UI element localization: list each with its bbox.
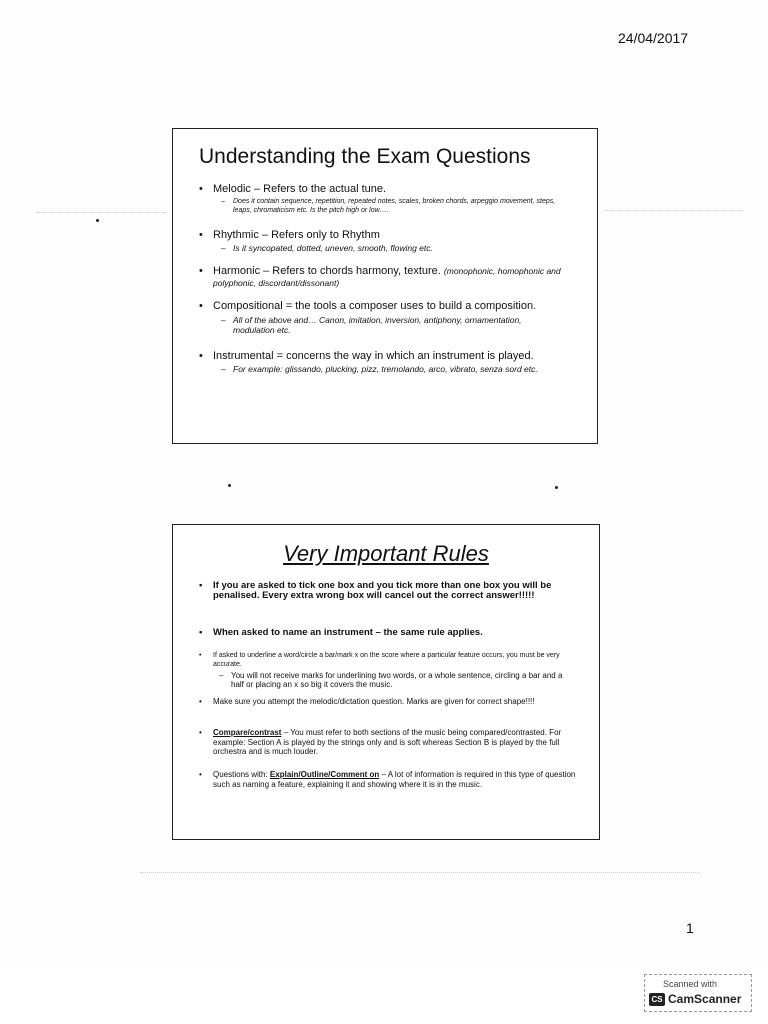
bullet-dot: • [199,300,203,312]
bullet-dot: • [199,728,202,737]
scan-dot [555,486,558,489]
rule-sub [219,671,575,689]
bullet-dot: • [199,697,202,706]
slide-title: Understanding the Exam Questions [199,145,531,168]
rule-prefix: Questions with: [213,770,270,779]
bullet-parenthetical: (monophonic, homophonic and polyphonic, discordant/dissonant) [213,266,561,288]
scan-noise [36,212,166,214]
bullet-sub-text: For example: glissando, plucking, pizz, tremolando, arco, vibrato, senza sord etc. [233,363,538,374]
rule-compare-contrast [199,728,577,757]
rule-underline [199,652,577,689]
bullet-label: Instrumental = concerns the way in which an instrument is played. [213,350,534,362]
rule-text: If you are asked to tick one box and you tick more than one box you will be penalised. Every extra wrong box will cancel out the correct answer!!!!! [213,580,552,601]
camscanner-watermark [644,974,752,1012]
bullet-sub [221,314,553,335]
bullet-compositional [199,300,593,335]
rule-text: When asked to name an instrument – the same rule applies. [213,627,483,638]
rule-text: If asked to underline a word/circle a bar/mark x on the score where a particular feature occurs, you must be very accurate. [213,652,560,668]
bullet-dot: • [199,580,203,591]
bullet-harmonic [199,265,583,289]
rule-tick-box [199,580,583,601]
bullet-dot: • [199,770,202,779]
dash-mark: – [219,671,224,680]
camscanner-logo-icon: CS [649,993,665,1006]
scan-dot [228,484,231,487]
bullet-dot: • [199,229,203,241]
bullet-sub-text: Is it syncopated, dotted, uneven, smooth, flowing etc. [233,242,433,253]
scan-noise [604,210,744,212]
scan-noise [140,872,700,874]
bullet-sub-text: All of the above and… Canon, imitation, inversion, antiphony, ornamentation, modulation etc. [233,314,522,335]
bullet-sub-text: Does it contain sequence, repetition, repeated notes, scales, broken chords, arpeggio movement, steps, leaps, chromaticism etc. Is the pitch high or low…. [233,197,556,214]
watermark-brand: CamScanner [668,992,742,1006]
bullet-melodic [199,183,593,215]
rule-sub-text: You will not receive marks for underlining two words, or a whole sentence, circling a bar and a half or placing an x so big it covers the music. [231,671,563,689]
bullet-dot: • [199,265,203,277]
rule-melodic-dictation [199,697,577,707]
bullet-instrumental [199,350,593,374]
bullet-label: Harmonic – Refers to chords harmony, texture. [213,265,441,277]
bullet-dot: • [199,350,203,362]
watermark-caption: Scanned with [663,979,718,989]
rule-name-instrument [199,627,583,639]
bullet-dot: • [199,183,203,195]
bullet-dot: • [199,627,203,638]
bullet-rhythmic [199,229,593,253]
dash-mark: – [221,242,226,253]
bullet-label: Rhythmic – Refers only to Rhythm [213,229,380,241]
dash-mark: – [221,197,225,205]
bullet-label: Melodic – Refers to the actual tune. [213,183,387,195]
bullet-label: Compositional = the tools a composer uses to build a composition. [213,300,537,312]
bullet-dot: • [199,652,202,659]
bullet-sub [221,197,563,215]
bullet-sub [221,242,573,253]
rule-text: – You must refer to both sections of the music being compared/contrasted. For example: Section A is played by the strings only and is soft whereas Section B is played by the full orchestra and is much louder. [213,728,562,756]
slide-title: Very Important Rules [283,541,489,566]
rule-explain-outline [199,770,577,789]
rule-text: – A lot of information is required in this type of question such as naming a feature, explaining it and showing where it is in the music. [213,770,576,789]
dash-mark: – [221,363,226,374]
rule-text: Make sure you attempt the melodic/dictation question. Marks are given for correct shape!!!! [213,697,535,706]
slide-understanding-exam-questions [172,128,598,444]
scan-dot [96,219,99,222]
page-date: 24/04/2017 [618,30,689,46]
dash-mark: – [221,314,226,325]
slide-very-important-rules [172,524,600,840]
bullet-sub [221,363,593,374]
page-number: 1 [686,920,694,936]
rule-keyword: Compare/contrast [213,728,282,737]
rule-keyword: Explain/Outline/Comment on [269,770,380,779]
